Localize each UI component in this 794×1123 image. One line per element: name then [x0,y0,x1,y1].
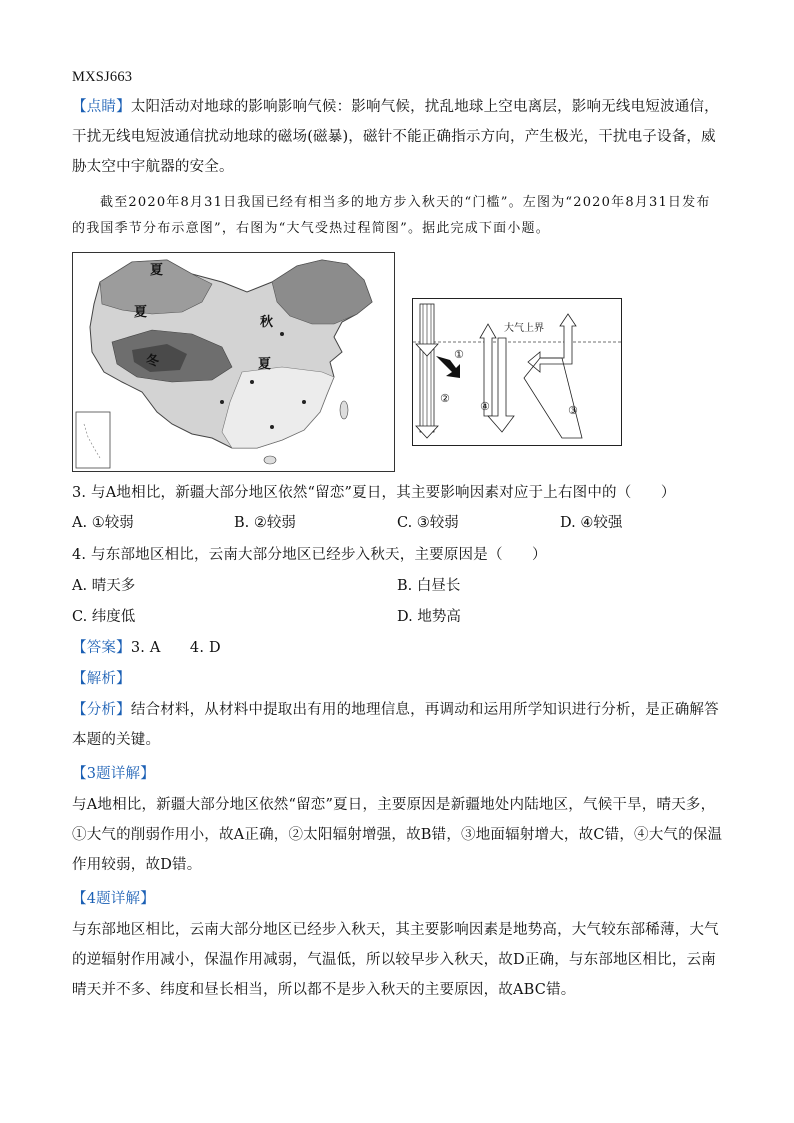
marker-4: ④ [480,400,490,413]
material-paragraph: 截至2020年8月31日我国已经有相当多的地方步入秋天的“门槛”。左图为“2020年8月31日发布的我国季节分布示意图”，右图为“大气受热过程简图”。据此完成下面小题。 [72,195,711,236]
fenxi-paragraph [72,695,724,755]
q4-detail-text: 与东部地区相比，云南大部分地区已经步入秋天，其主要影响因素是地势高，大气较东部稀薄，大气的逆辐射作用减小，保温作用减弱，气温低，所以较早步入秋天，故D正确，与东部地区相比，云南晴天并不多、纬度和昼长相当，所以都不是步入秋天的主要原因，故ABC错。 [72,922,719,998]
answer-text: 3. A 4. D [130,640,221,656]
answer-tag: 【答案】 [72,640,131,656]
q4-option-d: D. 地势高 [397,609,461,625]
map-label-summer-south: 夏 [258,357,272,372]
marker-3: ③ [568,404,578,417]
jiexi-tag: 【解析】 [72,671,131,687]
document-id: MXSJ663 [72,69,133,85]
q4-option-c: C. 纬度低 [72,609,136,625]
map-label-summer-north: 夏 [150,263,164,278]
map-label-autumn: 秋 [260,315,274,330]
q3-option-b: B. ②较弱 [234,515,296,531]
question-4-stem: 4. 与东部地区相比，云南大部分地区已经步入秋天，主要原因是（ ） [72,547,547,563]
map-label-winter: 冬 [146,354,160,369]
season-map [72,252,395,472]
dianjing-paragraph [72,92,724,182]
q3-option-c: C. ③较弱 [397,515,459,531]
fenxi-tag: 【分析】 [72,702,131,718]
q3-detail-tag: 【3题详解】 [72,766,155,782]
marker-2: ② [440,392,450,405]
fenxi-text: 结合材料，从材料中提取出有用的地理信息，再调动和运用所学知识进行分析，是正确解答本题的关键。 [72,702,719,748]
q3-detail-text: 与A地相比，新疆大部分地区依然“留恋”夏日，主要原因是新疆地处内陆地区，气候干旱，晴天多，①大气的削弱作用小，故A正确，②太阳辐射增强，故B错，③地面辐射增大，故C错，④大气的保温作用较弱，故D错。 [72,797,723,873]
q4-option-a: A. 晴天多 [72,578,136,594]
q4-detail-tag: 【4题详解】 [72,891,155,907]
q4-option-b: B. 白昼长 [397,578,461,594]
q3-option-a: A. ①较弱 [72,515,134,531]
dianjing-tag: 【点睛】 [72,99,131,115]
marker-1: ① [454,348,464,361]
heat-diagram [412,298,622,446]
map-label-summer-west: 夏 [134,305,148,320]
q3-option-d: D. ④较强 [560,515,623,531]
answer-line [72,633,724,663]
dianjing-text: 太阳活动对地球的影响影响气候：影响气候，扰乱地球上空电离层，影响无线电短波通信，干扰无线电短波通信扰动地球的磁场(磁暴)，磁针不能正确指示方向，产生极光，干扰电子设备，威胁太空中宇航器的安全。 [72,99,719,175]
heat-diagram-figure [412,298,622,446]
heat-top-label: 大气上界 [504,323,544,334]
question-3-stem: 3. 与A地相比，新疆大部分地区依然“留恋”夏日，其主要影响因素对应于上右图中的（ ） [72,485,676,501]
season-map-figure [72,252,395,472]
